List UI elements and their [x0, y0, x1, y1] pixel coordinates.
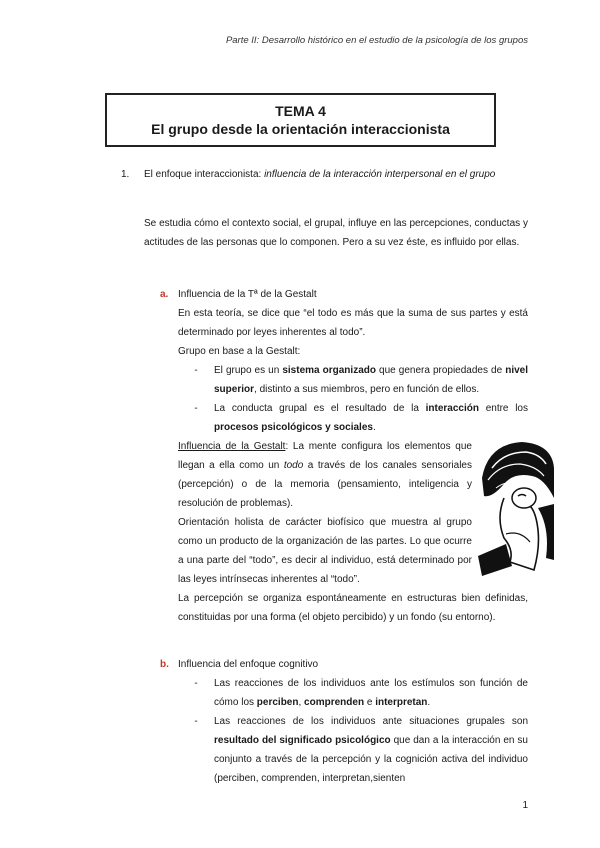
gestalt-paragraph: Influencia de la Gestalt: La mente configura los elementos que llegan a ella como un todo a través de los canales sensoriales (percepción) o de la memoria (pensamiento, inteligencia y resolución de problemas).: [178, 441, 472, 509]
list-item: - Las reacciones de los individuos ante situaciones grupales son resultado del significado psicológico que dan a la interacción en su conjunto a través de la percepción y la cognición activa del individuo (perciben, comprenden, interpretan,sienten: [178, 712, 528, 788]
item-b-heading: Influencia del enfoque cognitivo: [178, 659, 319, 670]
holistic-paragraph: Orientación holista de carácter biofísico que muestra al grupo como un producto de la organización de las partes. Lo que ocurre a una parte del “todo”, es decir al individuo, está determinado por las leyes intrínsecas inherentes al “todo”.: [178, 517, 472, 585]
dash-icon: -: [194, 403, 198, 414]
list-item: - Las reacciones de los individuos ante los estímulos son función de cómo los perciben, comprenden e interpretan.: [178, 674, 528, 712]
list-item: - El grupo es un sistema organizado que genera propiedades de nivel superior, distinto a sus miembros, pero en función de ellos.: [178, 361, 528, 399]
item-a-p2: Grupo en base a la Gestalt:: [178, 346, 301, 357]
dash-icon: -: [194, 716, 198, 727]
list-item: - La conducta grupal es el resultado de la interacción entre los procesos psicológicos y sociales.: [178, 399, 528, 437]
item-b-block: [178, 655, 528, 788]
item-a-p1: En esta teoría, se dice que “el todo es más que la suma de sus partes y está determinado por leyes inherentes al todo”.: [178, 308, 528, 338]
perception-paragraph: La percepción se organiza espontáneamente en estructuras bien definidas, constituidas por una forma (el objeto percibido) y un fondo (su entorno).: [178, 593, 528, 623]
title-box: [105, 93, 496, 147]
dash-icon: -: [194, 678, 198, 689]
topic-title: El grupo desde la orientación interaccionista: [151, 121, 450, 137]
gestalt-illustration-image: [474, 438, 556, 578]
section-number: 1.: [121, 169, 130, 180]
page-number: 1: [522, 800, 528, 811]
intro-paragraph: Se estudia cómo el contexto social, el grupal, influye en las percepciones, conductas y actitudes de las personas que lo componen. Pero a su vez éste, es influido por ellas.: [144, 218, 528, 248]
dash-icon: -: [194, 365, 198, 376]
item-a-letter: a.: [160, 289, 169, 300]
item-b-letter: b.: [160, 659, 169, 670]
item-a-heading: Influencia de la Tª de la Gestalt: [178, 289, 317, 300]
running-header: Parte II: Desarrollo histórico en el estudio de la psicología de los grupos: [225, 35, 528, 46]
topic-number: TEMA 4: [275, 103, 326, 119]
section-heading: El enfoque interaccionista: influencia de la interacción interpersonal en el grupo: [144, 169, 496, 180]
